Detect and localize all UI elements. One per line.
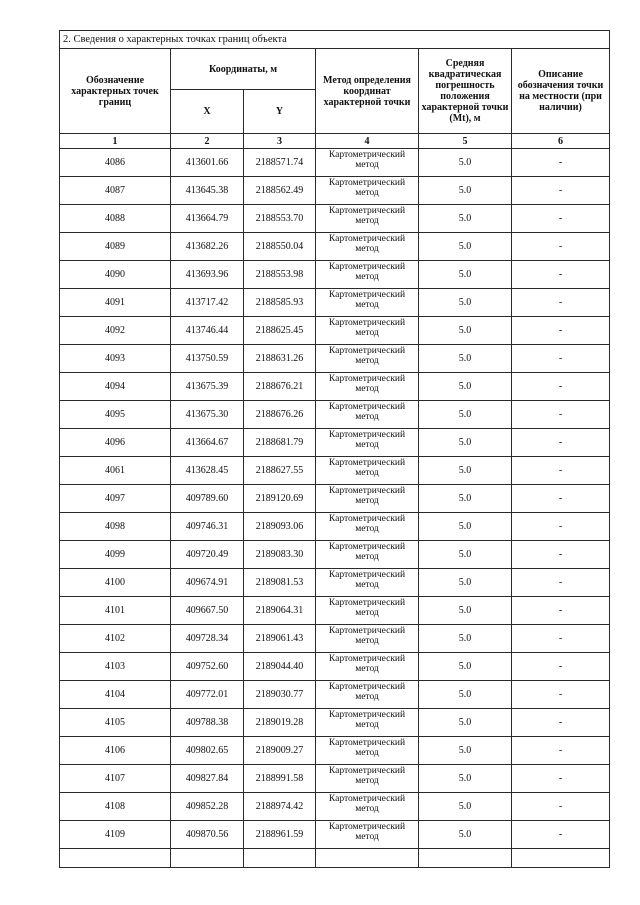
description-cell: -: [512, 821, 610, 849]
coord-y-cell: 2188562.49: [244, 177, 316, 205]
table-row: [60, 205, 610, 233]
point-id-cell: 4106: [60, 737, 171, 765]
error-cell: 5.0: [419, 373, 512, 401]
point-id-cell: 4091: [60, 289, 171, 317]
coord-y-cell: 2188625.45: [244, 317, 316, 345]
error-cell: 5.0: [419, 177, 512, 205]
coord-y-cell: 2189044.40: [244, 653, 316, 681]
coord-x-cell: 409720.49: [171, 541, 244, 569]
table-body: [60, 149, 610, 868]
table-row: [60, 149, 610, 177]
description-cell: -: [512, 737, 610, 765]
description-cell: -: [512, 177, 610, 205]
coord-y-cell: 2188571.74: [244, 149, 316, 177]
point-id-cell: 4104: [60, 681, 171, 709]
coord-y-cell: 2188676.21: [244, 373, 316, 401]
coord-x-cell: 413693.96: [171, 261, 244, 289]
boundary-points-table: [59, 30, 610, 868]
error-cell: 5.0: [419, 289, 512, 317]
coord-y-cell: 2188676.26: [244, 401, 316, 429]
method-cell: Картометрический метод: [316, 205, 419, 233]
header-coordinates: Координаты, м: [171, 49, 316, 90]
table-row: [60, 373, 610, 401]
table-row: [60, 317, 610, 345]
table-row: [60, 653, 610, 681]
table-row: [60, 261, 610, 289]
point-id-cell: 4094: [60, 373, 171, 401]
method-cell: Картометрический метод: [316, 149, 419, 177]
table-row: [60, 233, 610, 261]
error-cell: 5.0: [419, 709, 512, 737]
description-cell: -: [512, 793, 610, 821]
empty-cell: [244, 849, 316, 868]
error-cell: 5.0: [419, 205, 512, 233]
description-cell: -: [512, 541, 610, 569]
coord-y-cell: 2188961.59: [244, 821, 316, 849]
table-row: [60, 737, 610, 765]
method-cell: Картометрический метод: [316, 457, 419, 485]
point-id-cell: 4061: [60, 457, 171, 485]
error-cell: 5.0: [419, 513, 512, 541]
error-cell: 5.0: [419, 485, 512, 513]
header-col-number: 3: [244, 134, 316, 149]
error-cell: 5.0: [419, 793, 512, 821]
method-cell: Картометрический метод: [316, 401, 419, 429]
method-cell: Картометрический метод: [316, 569, 419, 597]
coord-y-cell: 2189019.28: [244, 709, 316, 737]
coord-y-cell: 2189030.77: [244, 681, 316, 709]
description-cell: -: [512, 205, 610, 233]
method-cell: Картометрический метод: [316, 233, 419, 261]
error-cell: 5.0: [419, 457, 512, 485]
error-cell: 5.0: [419, 625, 512, 653]
point-id-cell: 4101: [60, 597, 171, 625]
description-cell: -: [512, 401, 610, 429]
coord-x-cell: 409789.60: [171, 485, 244, 513]
method-cell: Картометрический метод: [316, 317, 419, 345]
point-id-cell: 4099: [60, 541, 171, 569]
coord-x-cell: 413601.66: [171, 149, 244, 177]
table-row: [60, 569, 610, 597]
point-id-cell: 4102: [60, 625, 171, 653]
method-cell: Картометрический метод: [316, 821, 419, 849]
coord-y-cell: 2188991.58: [244, 765, 316, 793]
section-title: 2. Сведения о характерных точках границ объекта: [60, 31, 610, 49]
method-cell: Картометрический метод: [316, 485, 419, 513]
coord-x-cell: 409674.91: [171, 569, 244, 597]
point-id-cell: 4090: [60, 261, 171, 289]
method-cell: Картометрический метод: [316, 737, 419, 765]
error-cell: 5.0: [419, 149, 512, 177]
method-cell: Картометрический метод: [316, 625, 419, 653]
error-cell: 5.0: [419, 737, 512, 765]
header-x: X: [171, 90, 244, 134]
point-id-cell: 4088: [60, 205, 171, 233]
table-row: [60, 345, 610, 373]
header-description: Описание обозначения точки на местности (при наличии): [512, 49, 610, 134]
coord-y-cell: 2189083.30: [244, 541, 316, 569]
error-cell: 5.0: [419, 233, 512, 261]
header-method: Метод определения координат характерной точки: [316, 49, 419, 134]
method-cell: Картометрический метод: [316, 513, 419, 541]
coord-y-cell: 2189093.06: [244, 513, 316, 541]
header-col-number: 1: [60, 134, 171, 149]
coord-y-cell: 2188631.26: [244, 345, 316, 373]
description-cell: -: [512, 709, 610, 737]
method-cell: Картометрический метод: [316, 429, 419, 457]
header-col-number: 5: [419, 134, 512, 149]
table-row: [60, 429, 610, 457]
coord-x-cell: 413675.30: [171, 401, 244, 429]
table-row: [60, 765, 610, 793]
table-row: [60, 541, 610, 569]
method-cell: Картометрический метод: [316, 709, 419, 737]
error-cell: 5.0: [419, 597, 512, 625]
coord-x-cell: 413675.39: [171, 373, 244, 401]
point-id-cell: 4100: [60, 569, 171, 597]
description-cell: -: [512, 569, 610, 597]
description-cell: -: [512, 485, 610, 513]
coord-y-cell: 2188550.04: [244, 233, 316, 261]
method-cell: Картометрический метод: [316, 177, 419, 205]
coord-y-cell: 2189081.53: [244, 569, 316, 597]
point-id-cell: 4089: [60, 233, 171, 261]
coord-y-cell: 2188553.70: [244, 205, 316, 233]
point-id-cell: 4107: [60, 765, 171, 793]
point-id-cell: 4092: [60, 317, 171, 345]
point-id-cell: 4103: [60, 653, 171, 681]
error-cell: 5.0: [419, 401, 512, 429]
error-cell: 5.0: [419, 541, 512, 569]
table-row: [60, 457, 610, 485]
coord-y-cell: 2189064.31: [244, 597, 316, 625]
table-row: [60, 709, 610, 737]
description-cell: -: [512, 597, 610, 625]
point-id-cell: 4095: [60, 401, 171, 429]
error-cell: 5.0: [419, 261, 512, 289]
coord-y-cell: 2189120.69: [244, 485, 316, 513]
error-cell: 5.0: [419, 317, 512, 345]
table-row: [60, 793, 610, 821]
coord-x-cell: 409752.60: [171, 653, 244, 681]
coord-x-cell: 413664.79: [171, 205, 244, 233]
table-row: [60, 625, 610, 653]
point-id-cell: 4098: [60, 513, 171, 541]
description-cell: -: [512, 429, 610, 457]
point-id-cell: 4087: [60, 177, 171, 205]
method-cell: Картометрический метод: [316, 373, 419, 401]
coord-x-cell: 409870.56: [171, 821, 244, 849]
description-cell: -: [512, 373, 610, 401]
table-row: [60, 177, 610, 205]
description-cell: -: [512, 681, 610, 709]
error-cell: 5.0: [419, 821, 512, 849]
point-id-cell: 4108: [60, 793, 171, 821]
point-id-cell: 4086: [60, 149, 171, 177]
point-id-cell: 4093: [60, 345, 171, 373]
coord-y-cell: 2188585.93: [244, 289, 316, 317]
coord-y-cell: 2188553.98: [244, 261, 316, 289]
coord-y-cell: 2188627.55: [244, 457, 316, 485]
method-cell: Картометрический метод: [316, 681, 419, 709]
header-col-number: 6: [512, 134, 610, 149]
method-cell: Картометрический метод: [316, 345, 419, 373]
method-cell: Картометрический метод: [316, 261, 419, 289]
method-cell: Картометрический метод: [316, 793, 419, 821]
coord-x-cell: 409827.84: [171, 765, 244, 793]
method-cell: Картометрический метод: [316, 597, 419, 625]
table-row: [60, 289, 610, 317]
description-cell: -: [512, 233, 610, 261]
method-cell: Картометрический метод: [316, 765, 419, 793]
error-cell: 5.0: [419, 429, 512, 457]
point-id-cell: 4096: [60, 429, 171, 457]
error-cell: 5.0: [419, 765, 512, 793]
description-cell: -: [512, 345, 610, 373]
coord-x-cell: 409746.31: [171, 513, 244, 541]
table-row: [60, 401, 610, 429]
description-cell: -: [512, 513, 610, 541]
error-cell: 5.0: [419, 653, 512, 681]
coord-x-cell: 413746.44: [171, 317, 244, 345]
empty-cell: [419, 849, 512, 868]
method-cell: Картометрический метод: [316, 653, 419, 681]
coord-x-cell: 413717.42: [171, 289, 244, 317]
coord-y-cell: 2188681.79: [244, 429, 316, 457]
header-col-number: 2: [171, 134, 244, 149]
empty-row: [60, 849, 610, 868]
coord-x-cell: 413645.38: [171, 177, 244, 205]
header-error: Средняя квадратическая погрешность положения характерной точки (Mt), м: [419, 49, 512, 134]
coord-x-cell: 409772.01: [171, 681, 244, 709]
point-id-cell: 4109: [60, 821, 171, 849]
empty-cell: [60, 849, 171, 868]
header-designation: Обозначение характерных точек границ: [60, 49, 171, 134]
table-row: [60, 485, 610, 513]
method-cell: Картометрический метод: [316, 541, 419, 569]
header-y: Y: [244, 90, 316, 134]
description-cell: -: [512, 149, 610, 177]
description-cell: -: [512, 261, 610, 289]
table-row: [60, 821, 610, 849]
description-cell: -: [512, 653, 610, 681]
coord-x-cell: 409788.38: [171, 709, 244, 737]
description-cell: -: [512, 317, 610, 345]
description-cell: -: [512, 289, 610, 317]
coord-x-cell: 413682.26: [171, 233, 244, 261]
empty-cell: [316, 849, 419, 868]
error-cell: 5.0: [419, 345, 512, 373]
coord-x-cell: 409802.65: [171, 737, 244, 765]
table-row: [60, 597, 610, 625]
error-cell: 5.0: [419, 569, 512, 597]
description-cell: -: [512, 457, 610, 485]
empty-cell: [512, 849, 610, 868]
table-row: [60, 681, 610, 709]
coord-x-cell: 413628.45: [171, 457, 244, 485]
point-id-cell: 4105: [60, 709, 171, 737]
method-cell: Картометрический метод: [316, 289, 419, 317]
coord-y-cell: 2189009.27: [244, 737, 316, 765]
coord-x-cell: 413750.59: [171, 345, 244, 373]
coord-x-cell: 409667.50: [171, 597, 244, 625]
description-cell: -: [512, 765, 610, 793]
header-col-number: 4: [316, 134, 419, 149]
coord-y-cell: 2189061.43: [244, 625, 316, 653]
error-cell: 5.0: [419, 681, 512, 709]
coord-x-cell: 413664.67: [171, 429, 244, 457]
coord-y-cell: 2188974.42: [244, 793, 316, 821]
empty-cell: [171, 849, 244, 868]
description-cell: -: [512, 625, 610, 653]
coord-x-cell: 409728.34: [171, 625, 244, 653]
table-row: [60, 513, 610, 541]
point-id-cell: 4097: [60, 485, 171, 513]
coord-x-cell: 409852.28: [171, 793, 244, 821]
